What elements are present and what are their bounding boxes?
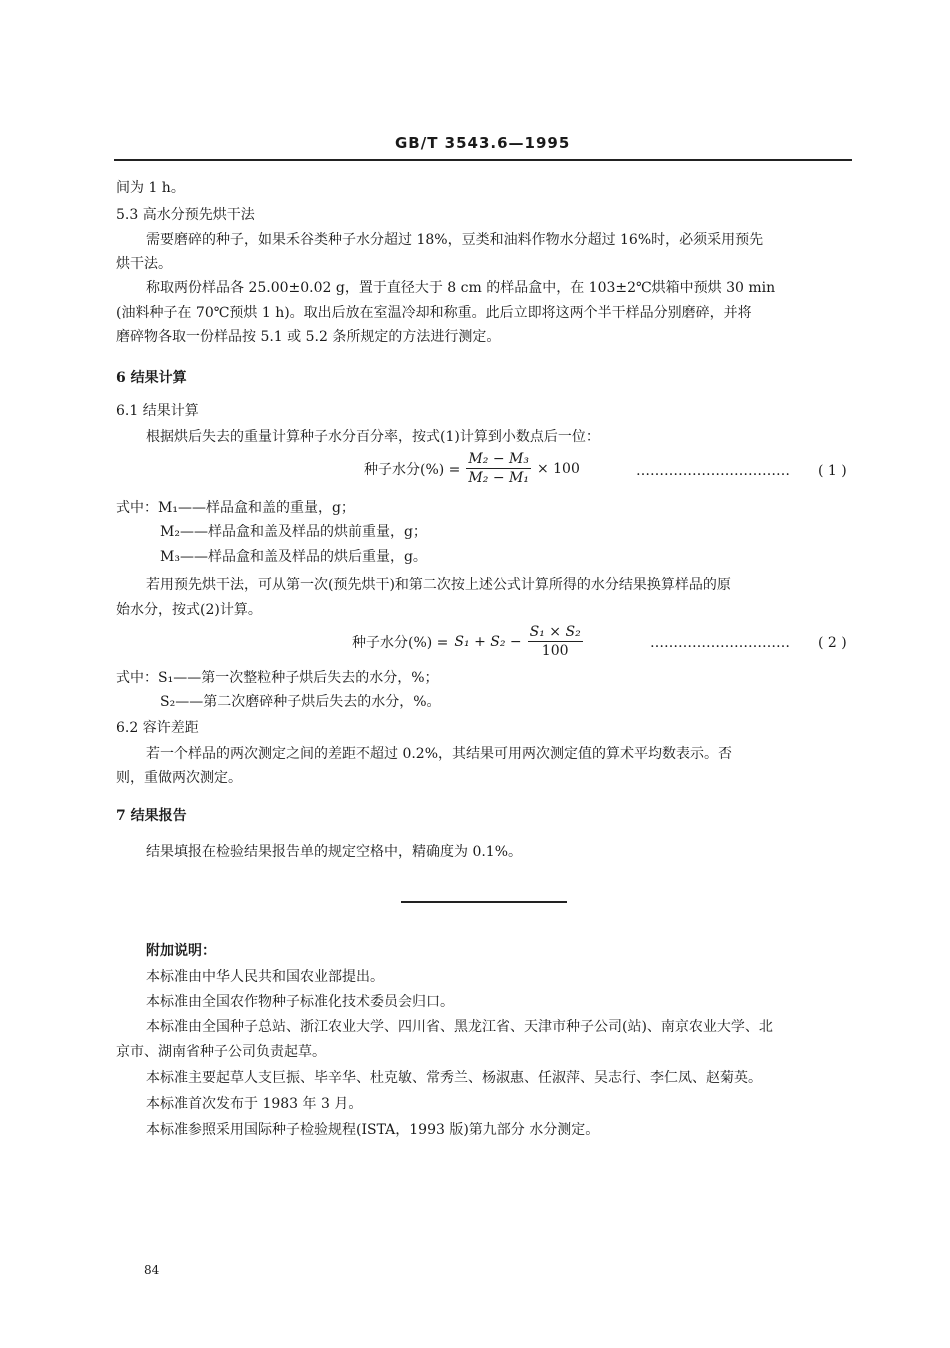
text-line: 称取两份样品各 25.00±0.02 g，置于直径大于 8 cm 的样品盒中，在 103±2℃烘箱中预烘 30 min (146, 280, 776, 296)
text-line: 结果填报在检验结果报告单的规定空格中，精确度为 0.1%。 (146, 844, 523, 860)
definition-line: 式中：M₁——样品盒和盖的重量，g； (116, 500, 355, 516)
formula-1-numerator: M₂ − M₃ (468, 451, 529, 467)
formula-2-denominator: 100 (541, 643, 569, 659)
document-code: GB/T 3543.6—1995 (395, 134, 571, 152)
header-rule (114, 159, 852, 161)
formula-2 (352, 624, 589, 659)
formula-2-terms: S₁ + S₂ − (454, 633, 522, 650)
formula-1-rhs: × 100 (536, 460, 580, 477)
text-line: 烘干法。 (116, 256, 172, 272)
page-number: 84 (144, 1263, 160, 1277)
formula-1-tag: ( 1 ) (818, 463, 847, 479)
section-heading-6: 6 结果计算 (116, 370, 187, 386)
formula-2-leader: ………………………… (650, 635, 790, 651)
definition-line: 式中：S₁——第一次整粒种子烘后失去的水分，%； (116, 670, 439, 686)
section-heading-5-3: 5.3 高水分预先烘干法 (116, 207, 255, 223)
text-line: 间为 1 h。 (116, 180, 185, 196)
definition-line: M₃——样品盒和盖及样品的烘后重量，g。 (160, 549, 427, 565)
formula-2-numerator: S₁ × S₂ (529, 624, 581, 640)
end-rule (401, 901, 567, 903)
definition-line: S₂——第二次磨碎种子烘后失去的水分，%。 (160, 694, 441, 710)
text-line: (油料种子在 70℃预烘 1 h)。取出后放在室温冷却和称重。此后立即将这两个半干样品分别磨碎，并将 (116, 305, 752, 321)
text-line: 若一个样品的两次测定之间的差距不超过 0.2%，其结果可用两次测定值的算术平均数表示。否 (146, 746, 733, 762)
note-line: 本标准由全国农作物种子标准化技术委员会归口。 (146, 994, 454, 1010)
formula-1-leader: …………………………… (636, 463, 790, 479)
notes-heading: 附加说明： (146, 943, 216, 959)
text-line: 若用预先烘干法，可从第一次(预先烘干)和第二次按上述公式计算所得的水分结果换算样品的原 (146, 577, 731, 593)
note-line: 本标准首次发布于 1983 年 3 月。 (146, 1096, 363, 1112)
formula-2-tag: ( 2 ) (818, 635, 847, 651)
text-line: 需要磨碎的种子，如果禾谷类种子水分超过 18%，豆类和油料作物水分超过 16%时，必须采用预先 (146, 232, 764, 248)
section-heading-6-2: 6.2 容许差距 (116, 720, 199, 736)
note-line: 本标准参照采用国际种子检验规程(ISTA，1993 版)第九部分 水分测定。 (146, 1122, 600, 1138)
formula-1-lhs: 种子水分(%) = (364, 461, 461, 478)
note-line: 京市、湖南省种子公司负责起草。 (116, 1044, 326, 1060)
note-line: 本标准由全国种子总站、浙江农业大学、四川省、黑龙江省、天津市种子公司(站)、南京农业大学、北 (146, 1019, 773, 1035)
note-line: 本标准主要起草人支巨振、毕辛华、杜克敏、常秀兰、杨淑惠、任淑萍、吴志行、李仁凤、赵菊英。 (146, 1070, 762, 1086)
section-heading-6-1: 6.1 结果计算 (116, 403, 199, 419)
formula-2-fraction (528, 624, 583, 659)
formula-1-denominator: M₂ − M₁ (468, 470, 529, 486)
text-line: 则，重做两次测定。 (116, 770, 242, 786)
text-line: 根据烘后失去的重量计算种子水分百分率，按式(1)计算到小数点后一位： (146, 429, 600, 445)
formula-1 (364, 451, 580, 486)
section-heading-7: 7 结果报告 (116, 808, 187, 824)
formula-2-lhs: 种子水分(%) = (352, 634, 449, 651)
text-line: 始水分，按式(2)计算。 (116, 602, 262, 618)
text-line: 磨碎物各取一份样品按 5.1 或 5.2 条所规定的方法进行测定。 (116, 329, 501, 345)
definition-line: M₂——样品盒和盖及样品的烘前重量，g； (160, 524, 427, 540)
formula-1-fraction (466, 451, 531, 486)
note-line: 本标准由中华人民共和国农业部提出。 (146, 969, 384, 985)
